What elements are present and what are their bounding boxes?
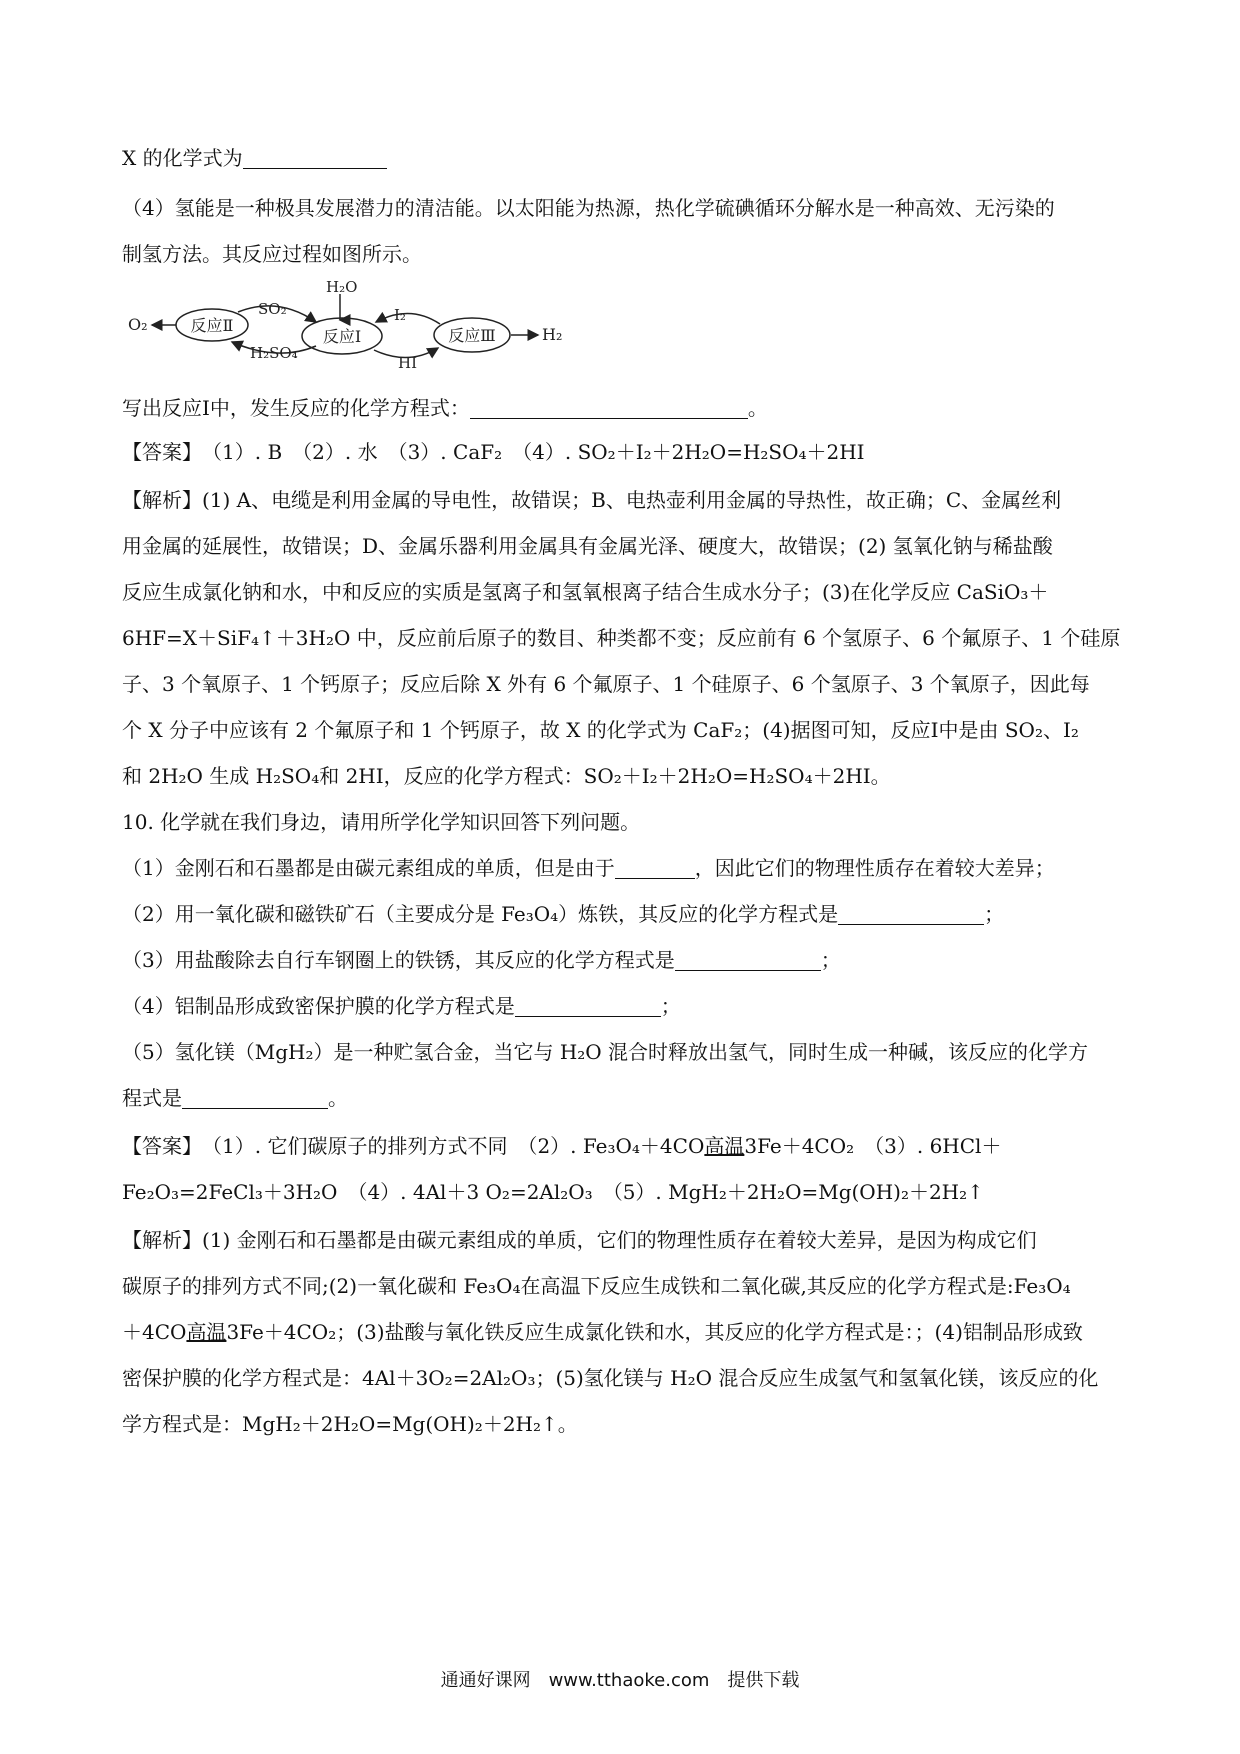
question-4-text-cont: 制氢方法。其反应过程如图所示。 — [122, 242, 422, 266]
question-10-4: （4）铝制品形成致密保护膜的化学方程式是 ； — [122, 994, 681, 1018]
explanation-2-line: 碳原子的排列方式不同;(2)一氧化碳和 Fe₃O₄在高温下反应生成铁和二氧化碳,其反应的化学方程式是:Fe₃O₄ — [122, 1274, 1071, 1298]
explanation-1-line: 【解析】(1) A、电缆是利用金属的导电性，故错误；B、电热壶利用金属的导热性，故正确；C、金属丝利 — [122, 488, 1062, 512]
answer-block-2-cont: Fe₂O₃=2FeCl₃＋3H₂O （4）. 4Al＋3 O₂=2Al₂O₃ （5）. MgH₂＋2H₂O=Mg(OH)₂＋2H₂↑ — [122, 1180, 984, 1204]
hi-label: HI — [398, 354, 418, 372]
i2-label: I₂ — [394, 306, 406, 324]
answer-block-1: 【答案】 （1）. B （2）. 水 （3）. CaF₂ （4）. SO₂＋I₂＋2H₂O=H₂SO₄＋2HI — [122, 440, 865, 464]
explanation-1-line: 个 X 分子中应该有 2 个氟原子和 1 个钙原子，故 X 的化学式为 CaF₂；(4)据图可知，反应Ⅰ中是由 SO₂、I₂ — [122, 718, 1079, 742]
reaction-2-label: 反应Ⅱ — [190, 316, 234, 335]
h2-label: H₂ — [542, 325, 563, 344]
o2-label: O₂ — [128, 315, 148, 334]
answer-block-2: 【答案】 （1）. 它们碳原子的排列方式不同 （2）. Fe₃O₄＋4CO高温3Fe＋4CO₂ （3）. 6HCl＋ — [122, 1134, 1002, 1158]
explanation-1-line: 反应生成氯化钠和水，中和反应的实质是氢离子和氢氧根离子结合生成水分子；(3)在化学反应 CaSiO₃＋ — [122, 580, 1049, 604]
line-x-formula: X 的化学式为 — [122, 144, 387, 172]
question-4-text: （4）氢能是一种极具发展潜力的清洁能。以太阳能为热源，热化学硫碘循环分解水是一种高效、无污染的 — [122, 196, 1055, 220]
question-10-5-cont: 程式是 。 — [122, 1086, 348, 1110]
reaction-3-label: 反应Ⅲ — [448, 326, 496, 345]
explanation-1-line: 用金属的延展性，故错误；D、金属乐器利用金属具有金属光泽、硬度大，故错误；(2) 氢氧化钠与稀盐酸 — [122, 534, 1053, 558]
question-10-5: （5）氢化镁（MgH₂）是一种贮氢合金，当它与 H₂O 混合时释放出氢气，同时生成一种碱，该反应的化学方 — [122, 1040, 1089, 1064]
explanation-2-line: 【解析】(1) 金刚石和石墨都是由碳元素组成的单质，它们的物理性质存在着较大差异，是因为构成它们 — [122, 1228, 1037, 1252]
explanation-1-line: 和 2H₂O 生成 H₂SO₄和 2HI，反应的化学方程式：SO₂＋I₂＋2H₂O=H₂SO₄＋2HI。 — [122, 764, 891, 788]
explanation-1-line: 子、3 个氧原子、1 个钙原子；反应后除 X 外有 6 个氟原子、1 个硅原子、6 个氢原子、3 个氧原子，因此每 — [122, 672, 1090, 696]
answer-blank — [515, 994, 661, 1017]
answer-blank — [675, 948, 821, 971]
reaction-1-label: 反应Ⅰ — [322, 327, 362, 346]
explanation-2-line: 密保护膜的化学方程式是：4Al＋3O₂=2Al₂O₃；(5)氢化镁与 H₂O 混合反应生成氢气和氢氧化镁，该反应的化 — [122, 1366, 1099, 1390]
page-footer: 通通好课网 www.tthaoke.com 提供下载 — [440, 1670, 800, 1691]
answer-blank — [838, 902, 984, 925]
h2o-arrow — [330, 292, 350, 328]
i2-arrow — [376, 313, 440, 324]
question-10-3: （3）用盐酸除去自行车钢圈上的铁锈，其反应的化学方程式是 ； — [122, 948, 841, 972]
answer-blank — [182, 1086, 328, 1109]
answer-blank — [615, 856, 695, 879]
explanation-2-line: ＋4CO高温3Fe＋4CO₂；(3)盐酸与氧化铁反应生成氯化铁和水，其反应的化学方程式是：；(4)铝制品形成致 — [122, 1320, 1083, 1344]
explanation-2-line: 学方程式是：MgH₂＋2H₂O=Mg(OH)₂＋2H₂↑。 — [122, 1412, 578, 1436]
question-4-prompt: 写出反应Ⅰ中，发生反应的化学方程式： 。 — [122, 396, 768, 420]
h2o-label: H₂O — [326, 278, 358, 296]
explanation-1-line: 6HF=X＋SiF₄↑＋3H₂O 中，反应前后原子的数目、种类都不变；反应前有 6 个氢原子、6 个氟原子、1 个硅原 — [122, 626, 1121, 650]
question-10-2: （2）用一氧化碳和磁铁矿石（主要成分是 Fe₃O₄）炼铁，其反应的化学方程式是 ； — [122, 902, 1005, 926]
so2-label: SO₂ — [258, 300, 287, 318]
answer-blank — [243, 146, 387, 169]
question-10-title: 10. 化学就在我们身边，请用所学化学知识回答下列问题。 — [122, 810, 641, 834]
h2so4-label: H₂SO₄ — [250, 344, 298, 362]
answer-blank — [470, 396, 748, 419]
question-10-1: （1）金刚石和石墨都是由碳元素组成的单质，但是由于 ，因此它们的物理性质存在着较大差异； — [122, 856, 1055, 880]
